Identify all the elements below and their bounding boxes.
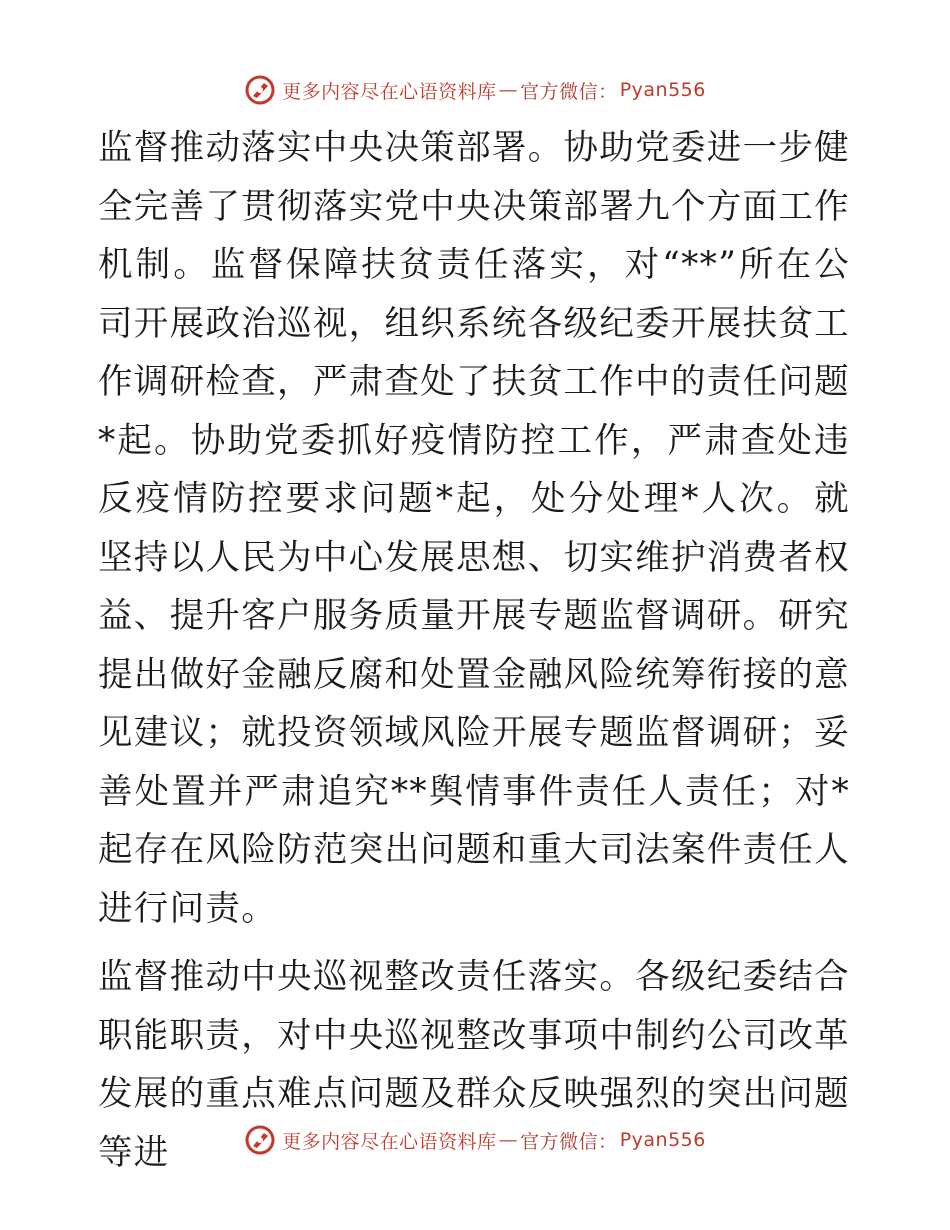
banner-text: 更多内容尽在心语资料库 (282, 1130, 497, 1153)
document-body (98, 119, 850, 1182)
brand-logo-icon (244, 74, 276, 106)
banner-separator: — (498, 79, 519, 101)
wechat-id: Pyan556 (619, 79, 706, 101)
wechat-label: 官方微信： (520, 80, 618, 103)
wechat-label: 官方微信： (520, 1130, 618, 1153)
brand-logo-icon (244, 1124, 276, 1156)
banner-text: 更多内容尽在心语资料库 (282, 80, 497, 103)
banner-separator: — (498, 1129, 519, 1151)
header-banner (0, 70, 950, 110)
wechat-id: Pyan556 (619, 1129, 706, 1151)
paragraph-2: 监督推动中央巡视整改责任落实。各级纪委结合职能职责，对中央巡视整改事项中制约公司改革发展的重点难点问题及群众反映强烈的突出问题等进 (98, 957, 850, 1173)
paragraph-1: 监督推动落实中央决策部署。协助党委进一步健全完善了贯彻落实党中央决策部署九个方面工作机制。监督保障扶贫责任落实，对“**”所在公司开展政治巡视，组织系统各级纪委开展扶贫工作调研检查，严肃查处了扶贫工作中的责任问题*起。协助党委抓好疫情防控工作，严肃查处违反疫情防控要求问题*起，处分处理*人次。就坚持以人民为中心发展思想、切实维护消费者权益、提升客户服务质量开展专题监督调研。研究提出做好金融反腐和处置金融风险统筹衔接的意见建议；就投资领域风险开展专题监督调研；妥善处置并严肃追究**舆情事件责任人责任；对*起存在风险防范突出问题和重大司法案件责任人进行问责。 (98, 128, 850, 929)
footer-banner (0, 1120, 950, 1160)
